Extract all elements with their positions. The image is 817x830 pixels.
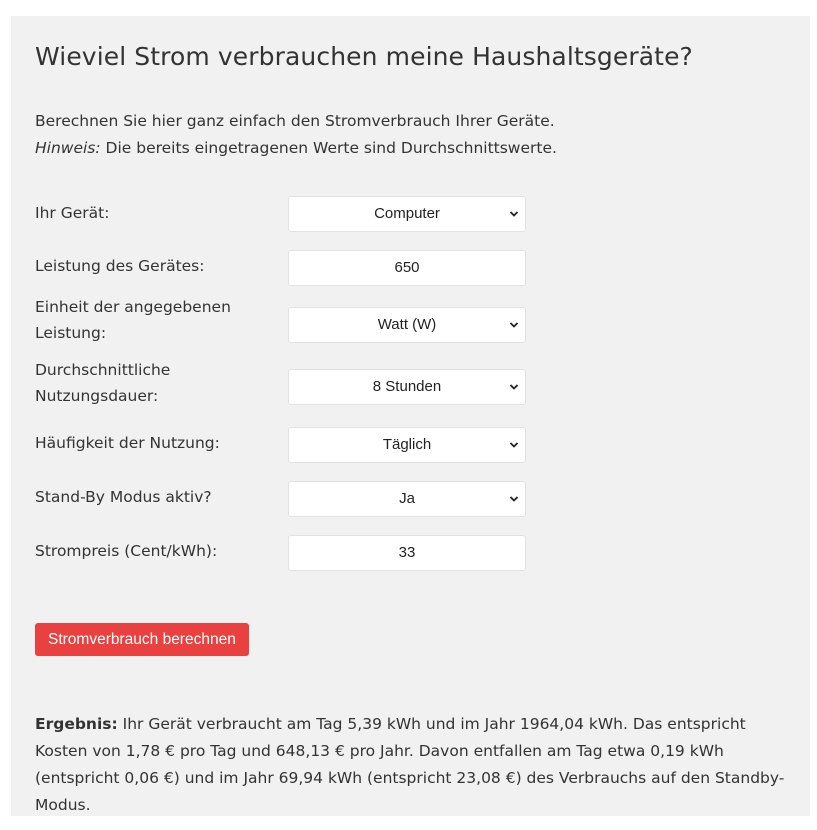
duration-label-line2: Nutzungsdauer: [35,387,159,405]
price-label: Strompreis (Cent/kWh): [35,542,218,560]
result-body: Ihr Gerät verbraucht am Tag 5,39 kWh und im Jahr 1964,04 kWh. Das entspricht Kosten von 1,78 € pro Tag und 648,13 € pro Jahr. Davon entfallen am Tag etwa 0,19 kWh (entspricht 0,06 €) und im Jahr 69,94 kWh (entspricht 23,08 €) des Verbrauchs auf den Standby-Modus. [35,715,785,814]
price-input-value: 33 [398,544,416,561]
unit-label [35,294,275,346]
unit-label-line2: Leistung: [35,324,107,342]
unit-label-line1: Einheit der angegebenen [35,298,231,316]
power-input-value: 650 [394,259,420,276]
unit-select-value: Watt (W) [377,316,437,333]
hint-text: Die bereits eingetragenen Werte sind Durchschnittswerte. [100,139,557,157]
intro-line: Berechnen Sie hier ganz einfach den Stromverbrauch Ihrer Geräte. [35,112,555,130]
calculator-panel [11,16,810,816]
price-input[interactable] [288,535,526,571]
frequency-select-value: Täglich [382,436,432,453]
duration-label [35,357,275,409]
frequency-select[interactable] [288,427,526,463]
chevron-down-icon [509,320,519,330]
frequency-label: Häufigkeit der Nutzung: [35,434,220,452]
chevron-down-icon [509,382,519,392]
duration-label-line1: Durchschnittliche [35,361,171,379]
device-select[interactable] [288,196,526,232]
power-label: Leistung des Gerätes: [35,257,205,275]
intro-text [35,108,557,162]
result-text [35,711,795,819]
chevron-down-icon [509,440,519,450]
chevron-down-icon [509,209,519,219]
result-label: Ergebnis: [35,715,118,733]
device-label: Ihr Gerät: [35,204,110,222]
power-input[interactable] [288,250,526,286]
standby-select-value: Ja [399,490,415,507]
page-title: Wieviel Strom verbrauchen meine Haushaltsgeräte? [35,42,693,71]
chevron-down-icon [509,494,519,504]
calculate-button[interactable]: Stromverbrauch berechnen [35,623,249,656]
unit-select[interactable] [288,307,526,343]
standby-select[interactable] [288,481,526,517]
standby-label: Stand-By Modus aktiv? [35,488,212,506]
hint-label: Hinweis: [35,139,101,157]
duration-select[interactable] [288,369,526,405]
device-select-value: Computer [374,205,440,222]
duration-select-value: 8 Stunden [372,378,442,395]
